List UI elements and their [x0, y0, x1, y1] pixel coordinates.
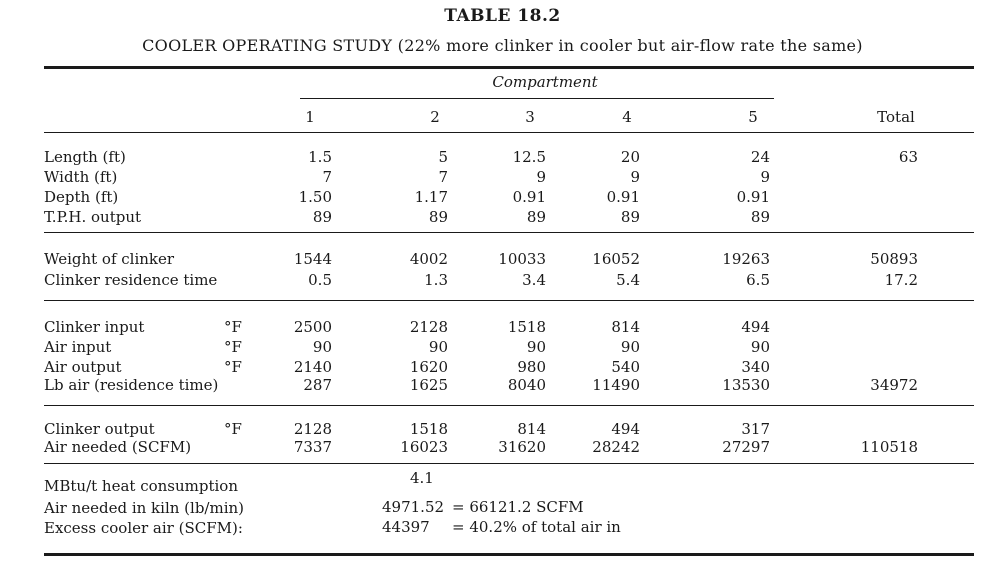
row-label: Clinker input — [44, 318, 145, 336]
table-cell: 540 — [611, 358, 640, 376]
table-cell: 814 — [611, 318, 640, 336]
table-cell: 0.5 — [308, 271, 332, 289]
group-header-compartment: Compartment — [492, 73, 598, 91]
row-label: Depth (ft) — [44, 188, 119, 206]
table-cell: 1518 — [507, 318, 546, 336]
table-cell: 2500 — [293, 318, 332, 336]
table-cell: 9 — [760, 168, 770, 186]
table-cell: 980 — [517, 358, 546, 376]
footer-label: MBtu/t heat consumption — [44, 477, 238, 495]
table-cell: 1620 — [409, 358, 448, 376]
table-cell: 16023 — [400, 438, 448, 456]
table-cell: 90 — [312, 338, 332, 356]
table-cell: 89 — [526, 208, 546, 226]
footer-label: Air needed in kiln (lb/min) — [44, 499, 245, 517]
table-cell: 9 — [536, 168, 546, 186]
row-label: Clinker residence time — [44, 271, 218, 289]
row-label: Weight of clinker — [44, 250, 175, 268]
table-cell: 89 — [750, 208, 770, 226]
table-cell: 27297 — [722, 438, 770, 456]
table-cell: 494 — [611, 420, 640, 438]
table-cell: 90 — [526, 338, 546, 356]
table-cell: 6.5 — [746, 271, 770, 289]
row-label: Length (ft) — [44, 148, 126, 166]
table-cell: 110518 — [860, 438, 918, 456]
table-cell: 2128 — [409, 318, 448, 336]
row-label: Clinker output — [44, 420, 155, 438]
table-cell: 8040 — [507, 376, 546, 394]
footer-label: Excess cooler air (SCFM): — [44, 519, 243, 537]
table-cell: 9 — [630, 168, 640, 186]
table-cell: 0.91 — [512, 188, 546, 206]
table-cell: 1.50 — [298, 188, 332, 206]
table-cell: 90 — [750, 338, 770, 356]
row-label: Air needed (SCFM) — [44, 438, 192, 456]
table-cell: 7337 — [293, 438, 332, 456]
table-cell: 2140 — [293, 358, 332, 376]
column-header-5: 5 — [748, 108, 758, 126]
table-cell: 12.5 — [512, 148, 546, 166]
row-label: Air input — [44, 338, 112, 356]
row-unit: °F — [224, 358, 242, 376]
table-cell: 7 — [438, 168, 448, 186]
table-subtitle: COOLER OPERATING STUDY (22% more clinker in cooler but air-flow rate the same) — [142, 36, 863, 55]
table-cell: 28242 — [592, 438, 640, 456]
table-cell: 0.91 — [736, 188, 770, 206]
row-unit: °F — [224, 338, 242, 356]
table-cell: 1.17 — [414, 188, 448, 206]
footer-value: 4.1 — [410, 469, 434, 487]
footer-note: = 66121.2 SCFM — [452, 498, 584, 516]
row-label: Lb air (residence time) — [44, 376, 219, 394]
table-cell: 7 — [322, 168, 332, 186]
table-cell: 89 — [620, 208, 640, 226]
footer-value: 4971.52 — [382, 498, 445, 516]
column-header-4: 4 — [622, 108, 632, 126]
table-cell: 89 — [312, 208, 332, 226]
table-cell: 34972 — [870, 376, 918, 394]
table-cell: 1.5 — [308, 148, 332, 166]
table-cell: 0.91 — [606, 188, 640, 206]
table-cell: 317 — [741, 420, 770, 438]
footer-note: = 40.2% of total air in — [452, 518, 621, 536]
top-thick-rule — [44, 66, 974, 69]
table-cell: 2128 — [293, 420, 332, 438]
row-unit: °F — [224, 420, 242, 438]
table-cell: 90 — [620, 338, 640, 356]
table-cell: 5 — [438, 148, 448, 166]
column-header-1: 1 — [305, 108, 315, 126]
column-header-3: 3 — [525, 108, 535, 126]
table-cell: 5.4 — [616, 271, 640, 289]
table-cell: 20 — [620, 148, 640, 166]
footer-value: 44397 — [382, 518, 430, 536]
table-cell: 1544 — [293, 250, 332, 268]
header-rule — [44, 132, 974, 133]
table-cell: 50893 — [870, 250, 918, 268]
table-cell: 90 — [428, 338, 448, 356]
row-unit: °F — [224, 318, 242, 336]
table-cell: 3.4 — [522, 271, 546, 289]
table-cell: 10033 — [498, 250, 546, 268]
table-cell: 16052 — [592, 250, 640, 268]
table-cell: 17.2 — [884, 271, 918, 289]
table-cell: 1.3 — [424, 271, 448, 289]
bottom-thick-rule — [44, 553, 974, 556]
table-cell: 4002 — [409, 250, 448, 268]
section-rule-3 — [44, 405, 974, 406]
row-label: T.P.H. output — [44, 208, 142, 226]
table-cell: 63 — [898, 148, 918, 166]
table-cell: 340 — [741, 358, 770, 376]
table-cell: 494 — [741, 318, 770, 336]
table-cell: 287 — [303, 376, 332, 394]
table-cell: 24 — [750, 148, 770, 166]
table-cell: 1518 — [409, 420, 448, 438]
section-rule-2 — [44, 300, 974, 301]
table-cell: 13530 — [722, 376, 770, 394]
row-label: Air output — [44, 358, 122, 376]
section-rule-4 — [44, 463, 974, 464]
table-cell: 11490 — [592, 376, 640, 394]
section-rule-1 — [44, 232, 974, 233]
table-cell: 31620 — [498, 438, 546, 456]
row-label: Width (ft) — [44, 168, 118, 186]
table-cell: 1625 — [409, 376, 448, 394]
table-title: TABLE 18.2 — [444, 6, 561, 26]
group-header-rule — [300, 98, 774, 99]
column-header-2: 2 — [430, 108, 440, 126]
column-header-total: Total — [877, 108, 915, 126]
table-cell: 19263 — [722, 250, 770, 268]
table-cell: 814 — [517, 420, 546, 438]
table-cell: 89 — [428, 208, 448, 226]
